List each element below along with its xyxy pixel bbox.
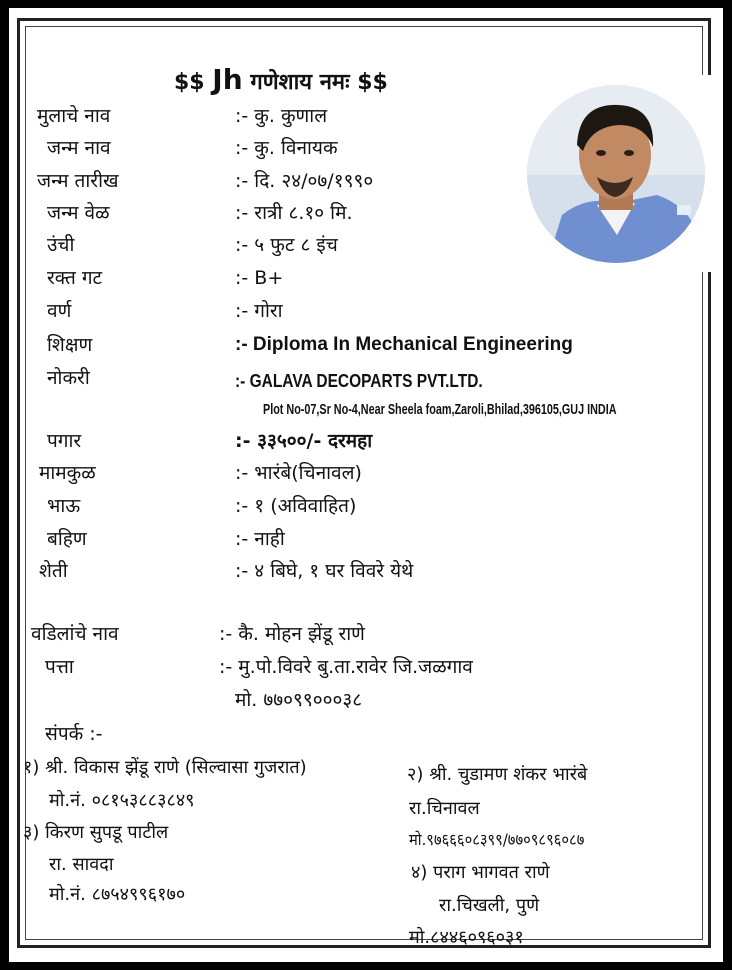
value-job: :- GALAVA DECOPARTS PVT.LTD. [235, 371, 483, 391]
contact-1-name: १) श्री. विकास झेंडू राणे (सिल्वासा गुजरात) [23, 757, 307, 778]
contact-2-place: रा.चिनावल [409, 798, 480, 819]
label-name: मुलाचे नाव [37, 105, 111, 127]
job-address: Plot No-07,Sr No-4,Near Sheela foam,Zaroli,Bhilad,396105,GUJ INDIA [263, 401, 617, 418]
label-father: वडिलांचे नाव [31, 623, 119, 645]
label-complexion: वर्ण [47, 300, 72, 322]
value-name: :- कु. कुणाल [235, 105, 328, 127]
avatar [527, 85, 705, 263]
value-height: :- ५ फुट ८ इंच [235, 234, 338, 256]
label-address: पत्ता [45, 656, 74, 678]
contact-3-phone: मो.नं. ८७५४९९६१७० [49, 884, 186, 905]
title-left-symbol: $$ [174, 70, 205, 95]
value-birth-date: :- दि. २४/०७/१९९० [235, 170, 374, 192]
contact-4-phone: मो.८४४६०९६०३१ [409, 927, 524, 948]
page-title [174, 64, 388, 99]
value-farm: :- ४ बिघे, १ घर विवरे येथे [235, 560, 414, 582]
contact-4-place: रा.चिखली, पुणे [439, 895, 540, 916]
label-height: उंची [47, 234, 75, 256]
value-salary: :- ३३५००/- दरमहा [235, 430, 373, 452]
value-blood-group: :- B+ [235, 267, 284, 289]
label-education: शिक्षण [47, 334, 93, 356]
value-complexion: :- गोरा [235, 300, 283, 322]
label-job: नोकरी [47, 367, 90, 389]
biodata-sheet [9, 8, 723, 962]
label-sister: बहिण [47, 528, 87, 550]
label-brother: भाऊ [47, 495, 81, 517]
portrait-illustration [527, 85, 705, 263]
contact-2-phone: मो.९७६६६०८३९९/७७०९८९६०८७ [409, 830, 585, 849]
value-sister: :- नाही [235, 528, 285, 550]
label-farm: शेती [39, 560, 68, 582]
contact-1-phone: मो.नं. ०८१५३८८३८४९ [49, 790, 195, 811]
title-text: गणेशाय नमः [250, 70, 350, 95]
value-brother: :- १ (अविवाहित) [235, 495, 357, 517]
contacts-heading: संपर्क :- [45, 723, 103, 745]
label-maternal-family: मामकुळ [39, 462, 96, 484]
label-birth-name: जन्म नाव [47, 137, 111, 159]
value-address: :- मु.पो.विवरे बु.ता.रावेर जि.जळगाव [219, 656, 473, 678]
label-blood-group: रक्त गट [47, 267, 103, 289]
value-birth-name: :- कु. विनायक [235, 137, 338, 159]
label-birth-time: जन्म वेळ [47, 202, 110, 224]
profile-photo [499, 75, 714, 272]
contact-3-name: ३) किरण सुपडू पाटील [23, 822, 169, 843]
value-education: :- Diploma In Mechanical Engineering [235, 334, 573, 355]
title-right-symbol: $$ [357, 70, 388, 95]
value-birth-time: :- रात्री ८.१० मि. [235, 202, 353, 224]
contact-4-name: ४) पराग भागवत राणे [411, 862, 550, 883]
contact-3-place: रा. सावदा [49, 854, 114, 875]
value-father: :- कै. मोहन झेंडू राणे [219, 623, 365, 645]
label-salary: पगार [47, 430, 82, 452]
contact-2-name: २) श्री. चुडामण शंकर भारंबे [407, 764, 588, 785]
address-phone: मो. ७७०९९०००३८ [235, 689, 363, 711]
value-maternal-family: :- भारंबे(चिनावल) [235, 462, 362, 484]
title-mark: Jh [212, 63, 243, 96]
label-birth-date: जन्म तारीख [37, 170, 119, 192]
